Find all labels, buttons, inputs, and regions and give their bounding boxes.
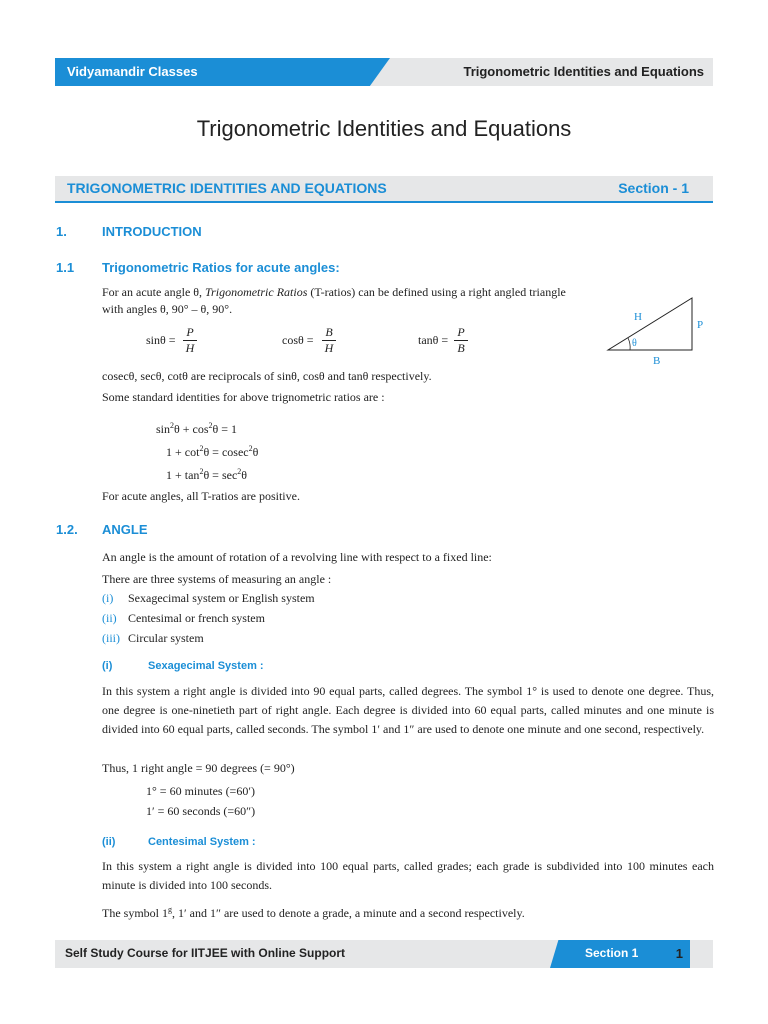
- heading-number: 1.1: [56, 260, 75, 275]
- intro-line-1: For an acute angle θ, Trigonometric Ratios (T-ratios) can be defined using a right angled triangle: [102, 285, 566, 299]
- subheading-label: Centesimal System :: [148, 836, 256, 848]
- page-number: 1: [675, 946, 683, 961]
- label-base: B: [653, 355, 661, 367]
- page-footer: [55, 940, 713, 968]
- header-chapter: Trigonometric Identities and Equations: [463, 64, 704, 79]
- heading-number: 1.: [56, 224, 67, 239]
- identity-3: $1 + \tan^2\theta = \sec^2\theta$: [166, 467, 248, 482]
- list-item: (iii) Circular system: [102, 631, 204, 645]
- heading-label: INTRODUCTION: [102, 224, 202, 239]
- acute-note: For acute angles, all T-ratios are positive.: [102, 489, 300, 503]
- angle-systems-intro: There are three systems of measuring an angle :: [102, 572, 332, 586]
- intro-line-2: with angles θ, 90° – θ, 90°.: [102, 302, 233, 316]
- heading-number: 1.2.: [56, 522, 78, 537]
- subheading-number: (ii): [102, 836, 116, 848]
- page-header: [55, 58, 713, 86]
- centesimal-symbols: The symbol 1$^g$, 1′ and 1″ are used to denote a grade, a minute and a second respectively.: [102, 905, 525, 920]
- sexagecimal-degree-eq: 1° = 60 minutes (=60′): [146, 784, 255, 798]
- tan-lhs: tanθ =: [418, 333, 449, 347]
- header-brand: Vidyamandir Classes: [67, 64, 198, 79]
- section-bar: [55, 176, 713, 201]
- footer-section: Section 1: [585, 946, 639, 960]
- triangle-shape: [608, 298, 692, 350]
- subheading-number: (i): [102, 660, 113, 672]
- section-bar-underline: [55, 201, 713, 203]
- sexagecimal-right-angle: Thus, 1 right angle = 90 degrees (= 90°): [102, 761, 295, 775]
- footer-course: Self Study Course for IITJEE with Online Support: [65, 946, 346, 960]
- right-triangle-diagram: [600, 290, 720, 370]
- section-bar-title: TRIGONOMETRIC IDENTITIES AND EQUATIONS: [67, 180, 387, 196]
- sexagecimal-minute-eq: 1′ = 60 seconds (=60″): [146, 804, 256, 818]
- angle-arc: [628, 338, 630, 350]
- heading-label: Trigonometric Ratios for acute angles:: [102, 260, 340, 275]
- centesimal-paragraph: In this system a right angle is divided into 100 equal parts, called grades; each grade is subdivided into 100 minutes each minute is divided into 100 seconds.: [102, 859, 714, 892]
- heading-label: ANGLE: [102, 522, 148, 537]
- reciprocal-note: cosecθ, secθ, cotθ are reciprocals of sinθ, cosθ and tanθ respectively.: [102, 369, 432, 383]
- cos-fraction: B H: [322, 325, 336, 356]
- cos-lhs: cosθ =: [282, 333, 314, 347]
- list-item: (ii) Centesimal or french system: [102, 611, 265, 625]
- sin-lhs: sinθ =: [146, 333, 176, 347]
- section-bar-number: Section - 1: [618, 180, 689, 196]
- tan-fraction: P B: [454, 325, 468, 356]
- subheading-label: Sexagecimal System :: [148, 660, 264, 672]
- sin-fraction: P H: [183, 325, 197, 356]
- label-hypotenuse: H: [634, 311, 642, 323]
- identity-1: $\sin^2\theta + \cos^2\theta = 1$: [156, 421, 238, 436]
- list-item: (i) Sexagecimal system or English system: [102, 591, 315, 605]
- sexagecimal-paragraph: In this system a right angle is divided into 90 equal parts, called degrees. The symbol 1° is used to denote one degree. Thus, one degree is one-ninetieth part of right angle. Each degree is divided into 60 equal parts, called minutes and one minute is divided into 60 equal parts, called seconds. The symbol 1′ and 1″ are used to denote one minute and one second, respectively.: [102, 684, 714, 736]
- page-title: Trigonometric Identities and Equations: [196, 116, 572, 141]
- label-theta: θ: [632, 338, 637, 349]
- angle-definition: An angle is the amount of rotation of a revolving line with respect to a fixed line:: [102, 550, 492, 564]
- standard-identities-intro: Some standard identities for above trignometric ratios are :: [102, 390, 385, 404]
- identity-2: $1 + \cot^2\theta = cosec^2\theta$: [166, 444, 259, 459]
- label-perpendicular: P: [697, 319, 704, 331]
